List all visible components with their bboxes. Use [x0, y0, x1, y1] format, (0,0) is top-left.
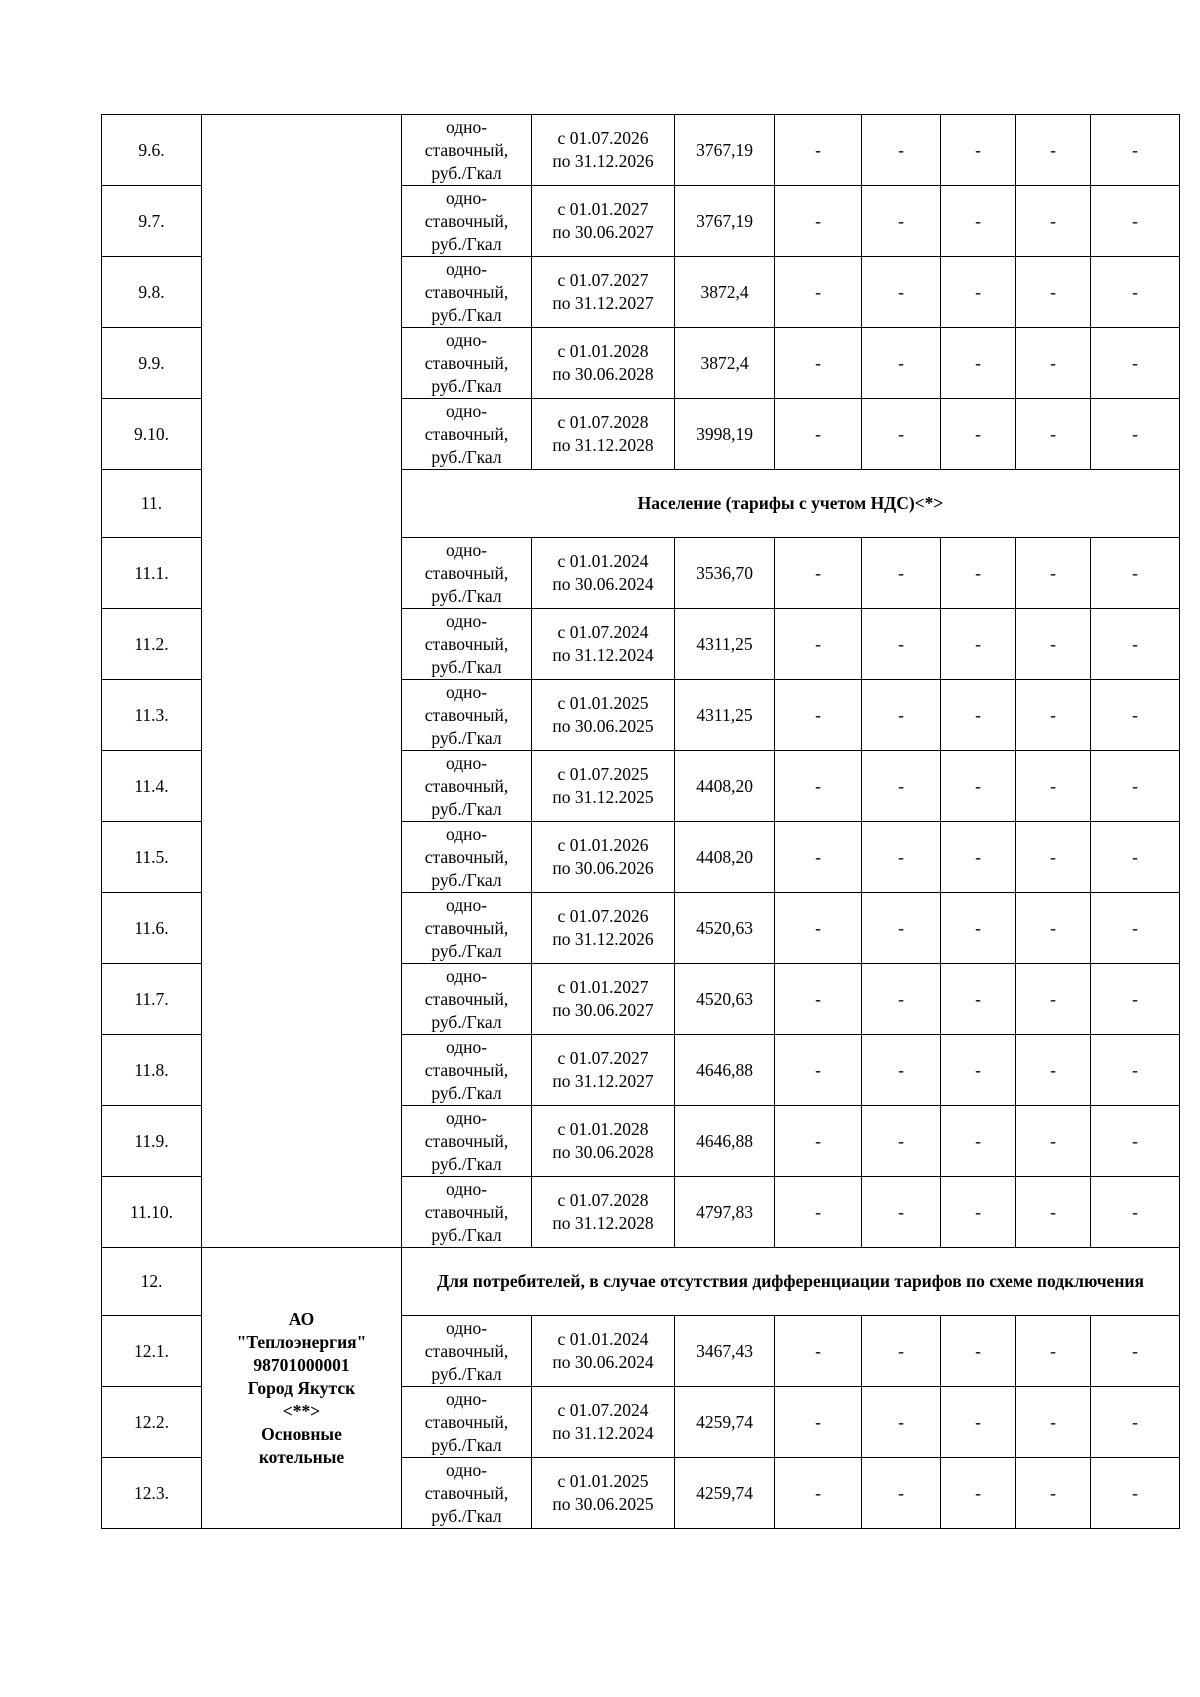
cell-line: ставочный,	[424, 139, 509, 160]
cell-line: по 30.06.2028	[552, 1142, 654, 1162]
cell-line: Основные	[261, 1423, 342, 1444]
dash-cell: -	[862, 399, 941, 470]
tariff-value-cell: 4259,74	[675, 1458, 775, 1529]
dash-cell: -	[1016, 1106, 1091, 1177]
dash-cell: -	[1016, 893, 1091, 964]
cell-line: с 01.01.2028	[557, 341, 649, 361]
tariff-table	[101, 114, 1180, 1529]
row-number-cell: 11.8.	[102, 1035, 202, 1106]
cell-line: ставочный,	[424, 633, 509, 654]
tariff-value-cell: 4797,83	[675, 1177, 775, 1248]
tariff-value-cell: 4646,88	[675, 1106, 775, 1177]
cell-line: с 01.07.2024	[557, 1400, 649, 1420]
cell-line: ставочный,	[424, 1482, 509, 1503]
cell-line: одно-	[445, 1107, 488, 1128]
dash-cell: -	[941, 609, 1016, 680]
cell-line: одно-	[445, 681, 488, 702]
dash-cell: -	[941, 115, 1016, 186]
cell-line: с 01.01.2026	[557, 835, 649, 855]
dash-cell: -	[862, 893, 941, 964]
dash-cell: -	[1016, 399, 1091, 470]
dash-cell: -	[1091, 399, 1180, 470]
cell-line: одно-	[445, 752, 488, 773]
row-number-cell: 9.7.	[102, 186, 202, 257]
unit-cell	[402, 538, 532, 609]
cell-line: по 31.12.2027	[552, 1071, 654, 1091]
dash-cell: -	[1016, 964, 1091, 1035]
cell-line: ставочный,	[424, 1411, 509, 1432]
cell-line: руб./Гкал	[431, 1434, 502, 1455]
dash-cell: -	[775, 1177, 862, 1248]
tariff-value-cell: 3536,70	[675, 538, 775, 609]
dash-cell: -	[941, 257, 1016, 328]
cell-line: одно-	[445, 894, 488, 915]
cell-line: одно-	[445, 1317, 488, 1338]
tariff-value-cell: 3467,43	[675, 1316, 775, 1387]
period-cell	[532, 186, 675, 257]
cell-line: руб./Гкал	[431, 1082, 502, 1103]
row-number-cell: 11.10.	[102, 1177, 202, 1248]
cell-line: с 01.07.2028	[557, 412, 649, 432]
dash-cell: -	[941, 680, 1016, 751]
dash-cell: -	[941, 399, 1016, 470]
unit-cell	[402, 822, 532, 893]
dash-cell: -	[775, 399, 862, 470]
row-number-cell: 11.7.	[102, 964, 202, 1035]
period-cell	[532, 257, 675, 328]
cell-line: по 31.12.2024	[552, 1423, 654, 1443]
dash-cell: -	[1091, 964, 1180, 1035]
dash-cell: -	[1091, 538, 1180, 609]
cell-line: с 01.07.2027	[557, 1048, 649, 1068]
cell-line: руб./Гкал	[431, 1224, 502, 1245]
cell-line: руб./Гкал	[431, 1153, 502, 1174]
cell-line: руб./Гкал	[431, 233, 502, 254]
dash-cell: -	[941, 1177, 1016, 1248]
cell-line: с 01.07.2026	[557, 128, 649, 148]
dash-cell: -	[1091, 751, 1180, 822]
cell-line: ставочный,	[424, 562, 509, 583]
cell-line: ставочный,	[424, 352, 509, 373]
cell-line: по 31.12.2028	[552, 1213, 654, 1233]
tariff-table-body	[102, 115, 1180, 1529]
dash-cell: -	[1016, 115, 1091, 186]
cell-line: одно-	[445, 1178, 488, 1199]
tariff-value-cell: 3872,4	[675, 328, 775, 399]
cell-line: руб./Гкал	[431, 798, 502, 819]
unit-cell	[402, 1458, 532, 1529]
period-cell	[532, 1458, 675, 1529]
cell-line: с 01.01.2027	[557, 199, 649, 219]
cell-line: <**>	[282, 1400, 321, 1421]
cell-line: ставочный,	[424, 1130, 509, 1151]
cell-line: одно-	[445, 610, 488, 631]
dash-cell: -	[1016, 257, 1091, 328]
dash-cell: -	[1091, 1106, 1180, 1177]
cell-line: по 31.12.2026	[552, 929, 654, 949]
dash-cell: -	[941, 1106, 1016, 1177]
cell-line: ставочный,	[424, 423, 509, 444]
cell-line: одно-	[445, 1388, 488, 1409]
dash-cell: -	[941, 1316, 1016, 1387]
period-cell	[532, 1387, 675, 1458]
dash-cell: -	[1091, 328, 1180, 399]
unit-cell	[402, 1387, 532, 1458]
row-number-cell: 11.5.	[102, 822, 202, 893]
period-cell	[532, 1177, 675, 1248]
cell-line: АО	[288, 1308, 315, 1329]
period-cell	[532, 538, 675, 609]
dash-cell: -	[1091, 1458, 1180, 1529]
dash-cell: -	[775, 257, 862, 328]
section-row	[102, 1248, 1180, 1316]
cell-line: руб./Гкал	[431, 304, 502, 325]
row-number-cell: 9.6.	[102, 115, 202, 186]
unit-cell	[402, 1106, 532, 1177]
dash-cell: -	[1091, 1035, 1180, 1106]
cell-line: ставочный,	[424, 1340, 509, 1361]
cell-line: по 30.06.2024	[552, 574, 654, 594]
cell-line: ставочный,	[424, 846, 509, 867]
cell-line: ставочный,	[424, 988, 509, 1009]
dash-cell: -	[941, 538, 1016, 609]
section-title-cell: Население (тарифы с учетом НДС)<*>	[402, 470, 1180, 538]
dash-cell: -	[775, 680, 862, 751]
dash-cell: -	[1016, 1316, 1091, 1387]
dash-cell: -	[862, 964, 941, 1035]
dash-cell: -	[775, 609, 862, 680]
cell-line: с 01.01.2027	[557, 977, 649, 997]
dash-cell: -	[862, 328, 941, 399]
table-row	[102, 115, 1180, 186]
tariff-value-cell: 4646,88	[675, 1035, 775, 1106]
cell-line: ставочный,	[424, 1059, 509, 1080]
dash-cell: -	[1016, 680, 1091, 751]
dash-cell: -	[862, 1458, 941, 1529]
unit-cell	[402, 609, 532, 680]
cell-line: по 30.06.2025	[552, 1494, 654, 1514]
tariff-value-cell: 3767,19	[675, 115, 775, 186]
tariff-value-cell: 3767,19	[675, 186, 775, 257]
tariff-value-cell: 4408,20	[675, 751, 775, 822]
unit-cell	[402, 1035, 532, 1106]
cell-line: с 01.07.2026	[557, 906, 649, 926]
dash-cell: -	[775, 893, 862, 964]
cell-line: одно-	[445, 1459, 488, 1480]
dash-cell: -	[1016, 751, 1091, 822]
dash-cell: -	[1091, 822, 1180, 893]
dash-cell: -	[941, 964, 1016, 1035]
dash-cell: -	[1091, 115, 1180, 186]
dash-cell: -	[775, 538, 862, 609]
unit-cell	[402, 257, 532, 328]
unit-cell	[402, 328, 532, 399]
dash-cell: -	[941, 186, 1016, 257]
cell-line: одно-	[445, 187, 488, 208]
dash-cell: -	[862, 822, 941, 893]
dash-cell: -	[1016, 1387, 1091, 1458]
dash-cell: -	[1016, 1458, 1091, 1529]
cell-line: руб./Гкал	[431, 656, 502, 677]
dash-cell: -	[862, 115, 941, 186]
unit-cell	[402, 186, 532, 257]
organization-cell-empty	[202, 115, 402, 1248]
organization-cell	[202, 1248, 402, 1529]
cell-line: с 01.01.2028	[557, 1119, 649, 1139]
cell-line: ставочный,	[424, 704, 509, 725]
period-cell	[532, 893, 675, 964]
period-cell	[532, 115, 675, 186]
row-number-cell: 11.2.	[102, 609, 202, 680]
row-number-cell: 9.9.	[102, 328, 202, 399]
cell-line: с 01.07.2024	[557, 622, 649, 642]
row-number-cell: 9.10.	[102, 399, 202, 470]
period-cell	[532, 609, 675, 680]
dash-cell: -	[862, 609, 941, 680]
row-number-cell: 12.1.	[102, 1316, 202, 1387]
cell-line: руб./Гкал	[431, 1505, 502, 1526]
cell-line: по 31.12.2028	[552, 435, 654, 455]
dash-cell: -	[775, 115, 862, 186]
dash-cell: -	[1091, 609, 1180, 680]
dash-cell: -	[862, 680, 941, 751]
dash-cell: -	[1016, 609, 1091, 680]
cell-line: с 01.01.2024	[557, 551, 649, 571]
tariff-value-cell: 4311,25	[675, 680, 775, 751]
dash-cell: -	[941, 1387, 1016, 1458]
period-cell	[532, 1106, 675, 1177]
row-number-cell: 11.	[102, 470, 202, 538]
dash-cell: -	[775, 822, 862, 893]
cell-line: по 30.06.2027	[552, 222, 654, 242]
dash-cell: -	[862, 538, 941, 609]
unit-cell	[402, 115, 532, 186]
cell-line: Город Якутск	[247, 1377, 356, 1398]
row-number-cell: 11.3.	[102, 680, 202, 751]
cell-line: ставочный,	[424, 210, 509, 231]
dash-cell: -	[1091, 893, 1180, 964]
cell-line: котельные	[258, 1446, 345, 1467]
cell-line: по 31.12.2024	[552, 645, 654, 665]
dash-cell: -	[1091, 186, 1180, 257]
dash-cell: -	[775, 964, 862, 1035]
cell-line: одно-	[445, 965, 488, 986]
cell-line: по 31.12.2026	[552, 151, 654, 171]
dash-cell: -	[775, 1316, 862, 1387]
cell-line: одно-	[445, 1036, 488, 1057]
tariff-value-cell: 3998,19	[675, 399, 775, 470]
dash-cell: -	[775, 1387, 862, 1458]
period-cell	[532, 1035, 675, 1106]
period-cell	[532, 751, 675, 822]
dash-cell: -	[775, 751, 862, 822]
cell-line: руб./Гкал	[431, 1363, 502, 1384]
row-number-cell: 11.6.	[102, 893, 202, 964]
cell-line: одно-	[445, 116, 488, 137]
unit-cell	[402, 751, 532, 822]
cell-line: с 01.01.2024	[557, 1329, 649, 1349]
dash-cell: -	[1091, 1177, 1180, 1248]
dash-cell: -	[1091, 1387, 1180, 1458]
cell-line: по 30.06.2025	[552, 716, 654, 736]
dash-cell: -	[941, 1035, 1016, 1106]
cell-line: с 01.07.2025	[557, 764, 649, 784]
dash-cell: -	[862, 1035, 941, 1106]
cell-line: с 01.01.2025	[557, 1471, 649, 1491]
cell-line: руб./Гкал	[431, 446, 502, 467]
cell-line: по 30.06.2024	[552, 1352, 654, 1372]
dash-cell: -	[775, 1458, 862, 1529]
cell-line: ставочный,	[424, 281, 509, 302]
row-number-cell: 12.	[102, 1248, 202, 1316]
dash-cell: -	[775, 186, 862, 257]
unit-cell	[402, 680, 532, 751]
cell-line: 98701000001	[253, 1354, 350, 1375]
dash-cell: -	[862, 186, 941, 257]
cell-line: руб./Гкал	[431, 869, 502, 890]
cell-line: ставочный,	[424, 775, 509, 796]
dash-cell: -	[862, 257, 941, 328]
tariff-value-cell: 4311,25	[675, 609, 775, 680]
dash-cell: -	[862, 1106, 941, 1177]
dash-cell: -	[775, 1106, 862, 1177]
cell-line: с 01.01.2025	[557, 693, 649, 713]
cell-line: одно-	[445, 823, 488, 844]
cell-line: ставочный,	[424, 1201, 509, 1222]
dash-cell: -	[862, 751, 941, 822]
period-cell	[532, 822, 675, 893]
cell-line: руб./Гкал	[431, 940, 502, 961]
cell-line: по 31.12.2027	[552, 293, 654, 313]
cell-line: по 30.06.2028	[552, 364, 654, 384]
row-number-cell: 11.4.	[102, 751, 202, 822]
tariff-value-cell: 4520,63	[675, 893, 775, 964]
dash-cell: -	[775, 1035, 862, 1106]
row-number-cell: 11.9.	[102, 1106, 202, 1177]
dash-cell: -	[1016, 822, 1091, 893]
row-number-cell: 9.8.	[102, 257, 202, 328]
dash-cell: -	[1091, 257, 1180, 328]
tariff-value-cell: 4520,63	[675, 964, 775, 1035]
row-number-cell: 11.1.	[102, 538, 202, 609]
cell-line: одно-	[445, 329, 488, 350]
cell-line: руб./Гкал	[431, 727, 502, 748]
cell-line: по 31.12.2025	[552, 787, 654, 807]
row-number-cell: 12.3.	[102, 1458, 202, 1529]
cell-line: одно-	[445, 400, 488, 421]
cell-line: ставочный,	[424, 917, 509, 938]
cell-line: одно-	[445, 539, 488, 560]
dash-cell: -	[775, 328, 862, 399]
unit-cell	[402, 964, 532, 1035]
cell-line: руб./Гкал	[431, 1011, 502, 1032]
cell-line: по 30.06.2026	[552, 858, 654, 878]
tariff-value-cell: 4408,20	[675, 822, 775, 893]
section-title-cell: Для потребителей, в случае отсутствия дифференциации тарифов по схеме подключения	[402, 1248, 1180, 1316]
row-number-cell: 12.2.	[102, 1387, 202, 1458]
period-cell	[532, 399, 675, 470]
tariff-value-cell: 4259,74	[675, 1387, 775, 1458]
cell-line: руб./Гкал	[431, 162, 502, 183]
unit-cell	[402, 399, 532, 470]
dash-cell: -	[1016, 538, 1091, 609]
dash-cell: -	[941, 822, 1016, 893]
period-cell	[532, 1316, 675, 1387]
dash-cell: -	[941, 893, 1016, 964]
unit-cell	[402, 1177, 532, 1248]
cell-line: одно-	[445, 258, 488, 279]
dash-cell: -	[1091, 1316, 1180, 1387]
unit-cell	[402, 893, 532, 964]
dash-cell: -	[1016, 1035, 1091, 1106]
period-cell	[532, 680, 675, 751]
cell-line: руб./Гкал	[431, 375, 502, 396]
dash-cell: -	[941, 751, 1016, 822]
dash-cell: -	[941, 328, 1016, 399]
cell-line: "Теплоэнергия"	[236, 1331, 367, 1352]
cell-line: с 01.07.2027	[557, 270, 649, 290]
cell-line: с 01.07.2028	[557, 1190, 649, 1210]
dash-cell: -	[1016, 328, 1091, 399]
dash-cell: -	[862, 1177, 941, 1248]
dash-cell: -	[1091, 680, 1180, 751]
cell-line: по 30.06.2027	[552, 1000, 654, 1020]
period-cell	[532, 964, 675, 1035]
dash-cell: -	[1016, 186, 1091, 257]
dash-cell: -	[862, 1316, 941, 1387]
dash-cell: -	[862, 1387, 941, 1458]
period-cell	[532, 328, 675, 399]
dash-cell: -	[1016, 1177, 1091, 1248]
unit-cell	[402, 1316, 532, 1387]
cell-line: руб./Гкал	[431, 585, 502, 606]
tariff-value-cell: 3872,4	[675, 257, 775, 328]
dash-cell: -	[941, 1458, 1016, 1529]
